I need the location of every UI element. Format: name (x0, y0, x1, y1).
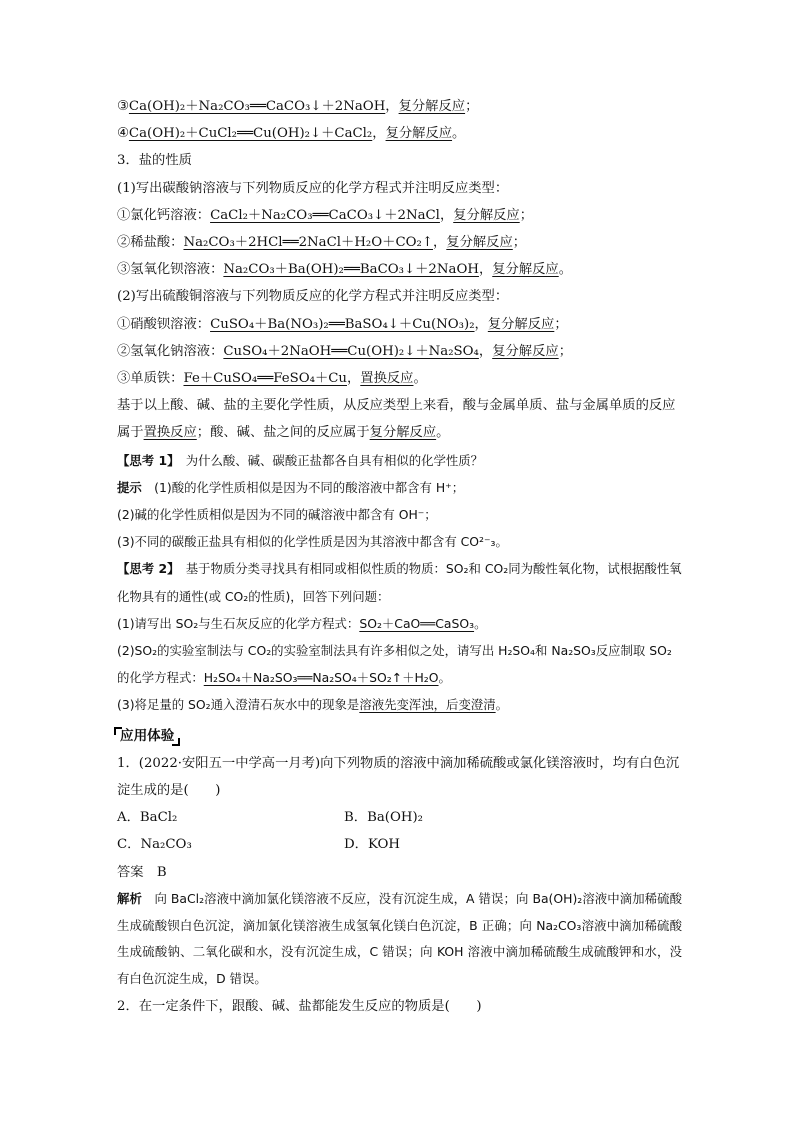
answer-line: ③单质铁：Fe＋CuSO₄══FeSO₄＋Cu，置换反应。 (117, 371, 427, 387)
answer-label: 答案 (117, 864, 144, 880)
answer-line: ③氢氧化钡溶液：Na₂CO₃＋Ba(OH)₂══BaCO₃↓＋2NaOH，复分解反应。 (117, 262, 573, 278)
section-title: 应用体验 (117, 723, 177, 750)
answer-line: ①硝酸钡溶液：CuSO₄＋Ba(NO₃)₂══BaSO₄↓＋Cu(NO₃)₂，复分解反应； (117, 316, 568, 332)
answer-line: ①氯化钙溶液：CaCl₂＋Na₂CO₃══CaCO₃↓＋2NaCl，复分解反应； (117, 207, 534, 223)
answer-equation: Na₂CO₃＋Ba(OH)₂══BaCO₃↓＋2NaOH (223, 262, 479, 278)
answer-equation: Ca(OH)₂＋CuCl₂══Cu(OH)₂↓＋CaCl₂ (128, 126, 373, 142)
answer-line: ②氢氧化钠溶液：CuSO₄＋2NaOH══Cu(OH)₂↓＋Na₂SO₄，复分解反应； (117, 343, 572, 359)
answer-equation: CaCl₂＋Na₂CO₃══CaCO₃↓＋2NaCl (210, 207, 440, 223)
option-b: B．Ba(OH)₂ (344, 810, 423, 826)
think-1-hint-3: (3)不同的碳酸正盐具有相似的化学性质是因为其溶液中都含有 CO²⁻₃。 (117, 534, 508, 550)
answer-reaction-type: 复分解反应 (453, 207, 520, 223)
answer-reaction-type: 复分解反应 (492, 262, 559, 278)
answer-reaction-type: 复分解反应 (446, 235, 513, 251)
think-2-part-1: (1)请写出 SO₂与生石灰反应的化学方程式：SO₂＋CaO══CaSO₃。 (117, 615, 487, 631)
answer-reaction-type: 复分解反应 (398, 99, 466, 114)
think-1-hint-1: 提示 (1)酸的化学性质相似是因为不同的酸溶液中都含有 H⁺； (117, 479, 465, 495)
answer-value: B (156, 864, 167, 880)
option-c: C．Na₂CO₃ (117, 837, 192, 853)
answer-equation: Na₂CO₃＋2HCl══2NaCl＋H₂O＋CO₂↑ (183, 235, 433, 251)
document-page (117, 93, 682, 1020)
answer-equation: CuSO₄＋Ba(NO₃)₂══BaSO₄↓＋Cu(NO₃)₂ (210, 316, 475, 332)
answer-phenomenon: 溶液先变浑浊，后变澄清 (359, 697, 496, 713)
question-sodium-carbonate: (1)写出碳酸钠溶液与下列物质反应的化学方程式并注明反应类型： (117, 180, 509, 196)
answer-equation: Ca(OH)₂＋Na₂CO₃══CaCO₃↓＋2NaOH (128, 99, 386, 114)
question-1-options-row-2 (117, 831, 682, 858)
section-header (117, 719, 682, 750)
question-2-stem: 2．在一定条件下，跟酸、碱、盐都能发生反应的物质是( ) (117, 999, 482, 1015)
option-d: D．KOH (344, 837, 401, 853)
answer-line: ②稀盐酸：Na₂CO₃＋2HCl══2NaCl＋H₂O＋CO₂↑，复分解反应； (117, 235, 527, 251)
option-a: A．BaCl₂ (117, 810, 178, 826)
answer-equation: CuSO₄＋2NaOH══Cu(OH)₂↓＋Na₂SO₄ (223, 343, 479, 359)
summary-paragraph: 基于以上酸、碱、盐的主要化学性质，从反应类型上来看，酸与金属单质、盐与金属单质的反应属于置换反应；酸、碱、盐之间的反应属于复分解反应。 (117, 398, 676, 441)
question-1-stem: 1．(2022·安阳五一中学高一月考)向下列物质的溶液中滴加稀硫酸或氯化镁溶液时，均有白色沉淀生成的是( ) (117, 755, 680, 799)
heading-salt-properties: 3．盐的性质 (117, 153, 192, 169)
answer-reaction-type: 复分解反应 (385, 126, 453, 142)
explain-label: 解析 (117, 890, 142, 906)
answer-equation: H₂SO₄＋Na₂SO₃══Na₂SO₄＋SO₂↑＋H₂O (203, 670, 439, 686)
think-1-question: 【思考 1】 为什么酸、碱、碳酸正盐都各自具有相似的化学性质？ (117, 452, 484, 468)
answer-reaction-type: 置换反应 (360, 371, 414, 387)
answer-reaction-type: 复分解反应 (487, 316, 555, 332)
answer-reaction-type: 复分解反应 (492, 343, 559, 359)
question-1-explanation: 解析 向 BaCl₂溶液中滴加氯化镁溶液不反应，没有沉淀生成，A 错误；向 Ba(OH)₂溶液中滴加稀硫酸生成硫酸钡白色沉淀，滴加氯化镁溶液生成氢氧化镁白色沉淀，B 正确；向 Na₂CO₃溶液中滴加稀硫酸生成硫酸钠、二氧化碳和水，没有沉淀生成，C 错误；向 KOH 溶液中滴加稀硫酸生成硫酸钾和水，没有白色沉淀生成，D 错误。 (117, 890, 683, 987)
question-1-options-row-1 (117, 804, 682, 831)
question-copper-sulfate: (2)写出硫酸铜溶液与下列物质反应的化学方程式并注明反应类型： (117, 289, 509, 305)
answer-equation: Fe＋CuSO₄══FeSO₄＋Cu (183, 371, 347, 387)
answer-equation: SO₂＋CaO══CaSO₃ (359, 615, 475, 631)
question-1-answer (117, 859, 682, 886)
think-2-intro: 【思考 2】 基于物质分类寻找具有相同或相似性质的物质：SO₂和 CO₂同为酸性氧化物，试根据酸性氧化物具有的通性(或 CO₂的性质)，回答下列问题： (117, 561, 682, 604)
think-2-tag: 【思考 2】 (117, 561, 174, 577)
think-2-part-3: (3)将足量的 SO₂通入澄清石灰水中的现象是溶液先变浑浊，后变澄清。 (117, 697, 509, 713)
equation-line-4: ④Ca(OH)₂＋CuCl₂══Cu(OH)₂↓＋CaCl₂，复分解反应。 (117, 126, 466, 142)
think-1-hint-2: (2)碱的化学性质相似是因为不同的碱溶液中都含有 OH⁻； (117, 507, 437, 523)
equation-line-3: ③Ca(OH)₂＋Na₂CO₃══CaCO₃↓＋2NaOH，复分解反应； (117, 99, 479, 114)
think-1-tag: 【思考 1】 (117, 452, 174, 468)
think-2-part-2: (2)SO₂的实验室制法与 CO₂的实验室制法具有许多相似之处，请写出 H₂SO₄和 Na₂SO₃反应制取 SO₂的化学方程式：H₂SO₄＋Na₂SO₃══Na₂SO₄＋SO₂↑＋H₂O。 (117, 643, 672, 686)
hint-label: 提示 (117, 479, 142, 495)
